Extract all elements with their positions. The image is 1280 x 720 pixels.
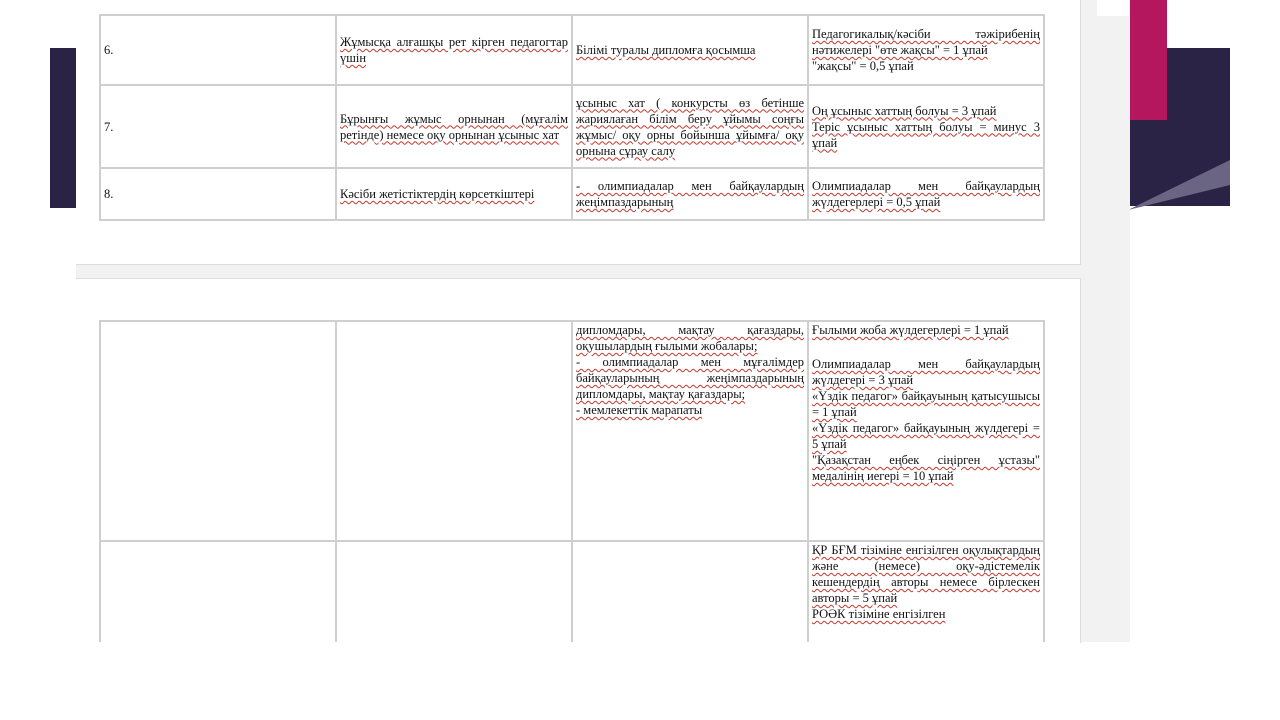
score-line: Теріс ұсыныс хаттың болуы = минус 3 ұпай <box>812 119 1040 150</box>
score-line: "жақсы" = 0,5 ұпай <box>812 59 914 73</box>
criterion-category: Кәсіби жетістіктердің көрсеткіштері <box>336 168 572 220</box>
criterion-document <box>572 321 808 541</box>
document-line: - олимпиадалар мен мұғалімдер байқауларының жеңімпаздарының дипломдары, мақтау қағаздары; <box>576 355 804 401</box>
empty-cell <box>336 321 572 541</box>
score-line: «Үздік педагог» байқауының қатысушысы = 1 ұпай <box>812 389 1040 419</box>
criterion-document: - олимпиадалар мен байқаулардың жеңімпаздарының <box>572 168 808 220</box>
empty-cell <box>100 541 336 642</box>
criterion-score <box>808 15 1044 85</box>
score-line: Оң ұсыныс хаттың болуы = 3 ұпай <box>812 103 997 118</box>
row-number: 7. <box>100 85 336 168</box>
row-number: 8. <box>100 168 336 220</box>
table-row <box>100 85 1044 168</box>
criteria-table-1 <box>99 14 1045 221</box>
score-line: "Қазақстан еңбек сіңірген ұстазы" медалінің иегері = 10 ұпай <box>812 453 1040 483</box>
criterion-score <box>808 321 1044 541</box>
criterion-score <box>808 85 1044 168</box>
empty-cell <box>336 541 572 642</box>
table-row <box>100 541 1044 642</box>
table-row <box>100 321 1044 541</box>
score-line: РОӘК тізіміне енгізілген <box>812 607 946 621</box>
score-line: Олимпиадалар мен байқаулардың жүлдегері = 3 ұпай <box>812 357 1040 387</box>
criterion-document: Білімі туралы дипломға қосымша <box>572 15 808 85</box>
table-row <box>100 15 1044 85</box>
table-row <box>100 168 1044 220</box>
criteria-table-2 <box>99 320 1045 642</box>
criterion-score <box>808 168 1044 220</box>
document-line: дипломдары, мақтау қағаздары, оқушылардың ғылыми жобалары; <box>576 323 804 353</box>
criterion-category: Бұрынғы жұмыс орнынан (мұғалім ретінде) немесе оқу орнынан ұсыныс хат <box>336 85 572 168</box>
slide-decoration-magenta-notch <box>1097 0 1129 16</box>
empty-cell <box>572 541 808 642</box>
score-line: ҚР БҒМ тізіміне енгізілген оқулықтардың және (немесе) оқу-әдістемелік кешендердің авторы немесе бірлескен авторы = 5 ұпай <box>812 543 1040 605</box>
criterion-category: Жұмысқа алғашқы рет кірген педагогтар үшін <box>336 15 572 85</box>
criterion-score <box>808 541 1044 642</box>
row-number: 6. <box>100 15 336 85</box>
score-line: Педагогикалық/кәсіби тәжірибенің нәтижелері "өте жақсы" = 1 ұпай <box>812 27 1040 57</box>
document-page-2-viewport <box>76 278 1080 642</box>
criterion-document: ұсыныс хат ( конкурсты өз бетінше жариялаған білім беру ұйымы соңғы жұмыс/ оқу орны бойынша ұйымға/ оқу орнына сұрау салу <box>572 85 808 168</box>
score-line: «Үздік педагог» байқауының жүлдегері = 5 ұпай <box>812 421 1040 451</box>
document-line: - мемлекеттік марапаты <box>576 403 703 417</box>
score-line: Ғылыми жоба жүлдегерлері = 1 ұпай <box>812 323 1009 337</box>
score-line: Олимпиадалар мен байқаулардың жүлдегерлері = 0,5 ұпай <box>812 179 1040 209</box>
empty-cell <box>100 321 336 541</box>
